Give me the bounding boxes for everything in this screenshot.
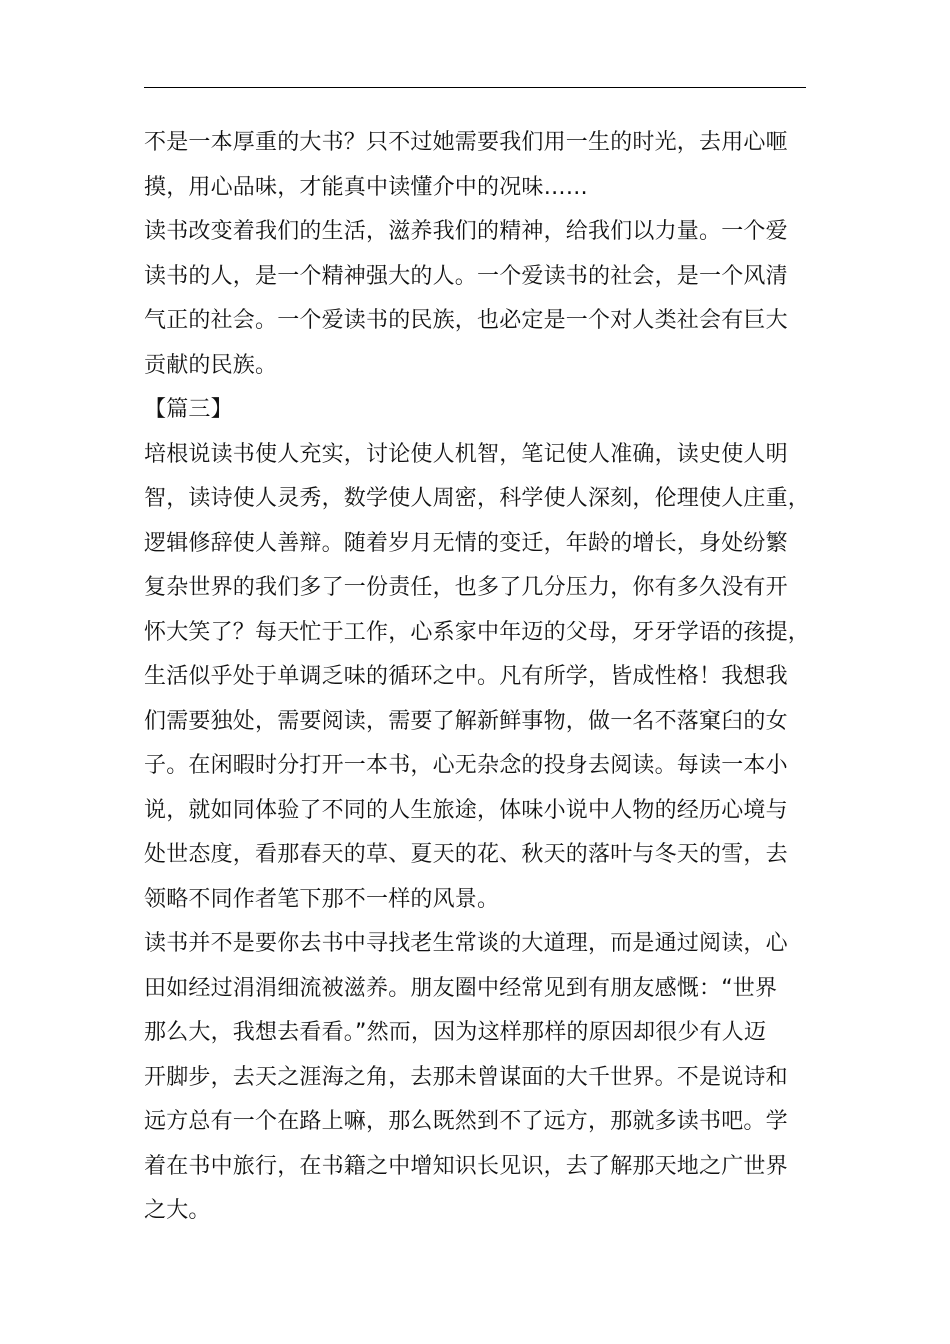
text-line: 逻辑修辞使人善辩。随着岁月无情的变迁，年龄的增长，身处纷繁 bbox=[144, 530, 788, 556]
text-line: 不是一本厚重的大书？只不过她需要我们用一生的时光，去用心咂 bbox=[144, 130, 788, 155]
text-line: 培根说读书使人充实，讨论使人机智，笔记使人准确，读史使人明 bbox=[144, 441, 788, 467]
text-line: 读书改变着我们的生活，滋养我们的精神，给我们以力量。一个爱 bbox=[144, 219, 788, 244]
text-line: 生活似乎处于单调乏味的循环之中。凡有所学，皆成性格！我想我 bbox=[144, 664, 788, 689]
text-line: 说，就如同体验了不同的人生旅途，体味小说中人物的经历心境与 bbox=[144, 797, 788, 823]
text-line: 开脚步，去天之涯海之角，去那未曾谋面的大千世界。不是说诗和 bbox=[144, 1064, 788, 1090]
section-heading: 【篇三】 bbox=[144, 397, 233, 422]
text-line: 智，读诗使人灵秀，数学使人周密，科学使人深刻，伦理使人庄重， bbox=[144, 486, 811, 511]
text-line: 贡献的民族。 bbox=[144, 352, 278, 378]
text-line: 远方总有一个在路上嘛，那么既然到不了远方，那就多读书吧。学 bbox=[144, 1109, 788, 1134]
text-line: 子。在闲暇时分打开一本书，心无杂念的投身去阅读。每读一本小 bbox=[144, 753, 788, 778]
text-line: 气正的社会。一个爱读书的民族，也必定是一个对人类社会有巨大 bbox=[144, 308, 788, 333]
text-line: 领略不同作者笔下那不一样的风景。 bbox=[144, 886, 500, 912]
text-line: 怀大笑了？每天忙于工作，心系家中年迈的父母，牙牙学语的孩提， bbox=[144, 619, 811, 645]
document-body bbox=[144, 121, 811, 1234]
text-line: 处世态度，看那春天的草、夏天的花、秋天的落叶与冬天的雪，去 bbox=[144, 842, 788, 867]
text-line: 复杂世界的我们多了一份责任，也多了几分压力，你有多久没有开 bbox=[144, 575, 788, 600]
text-line: 读书的人，是一个精神强大的人。一个爱读书的社会，是一个风清 bbox=[144, 263, 788, 289]
text-line: 们需要独处，需要阅读，需要了解新鲜事物，做一名不落窠臼的女 bbox=[144, 708, 788, 734]
text-line: 摸，用心品味，才能真中读懂介中的况味…… bbox=[144, 174, 589, 200]
text-line: 着在书中旅行，在书籍之中增知识长见识，去了解那天地之广世界 bbox=[144, 1153, 788, 1179]
text-line: 田如经过涓涓细流被滋养。朋友圈中经常见到有朋友感慨：“世界 bbox=[144, 975, 778, 1001]
text-line: 那么大，我想去看看。”然而，因为这样那样的原因却很少有人迈 bbox=[144, 1020, 767, 1045]
header-rule bbox=[144, 87, 806, 88]
text-line: 之大。 bbox=[144, 1198, 211, 1223]
text-line: 读书并不是要你去书中寻找老生常谈的大道理，而是通过阅读，心 bbox=[144, 931, 788, 956]
